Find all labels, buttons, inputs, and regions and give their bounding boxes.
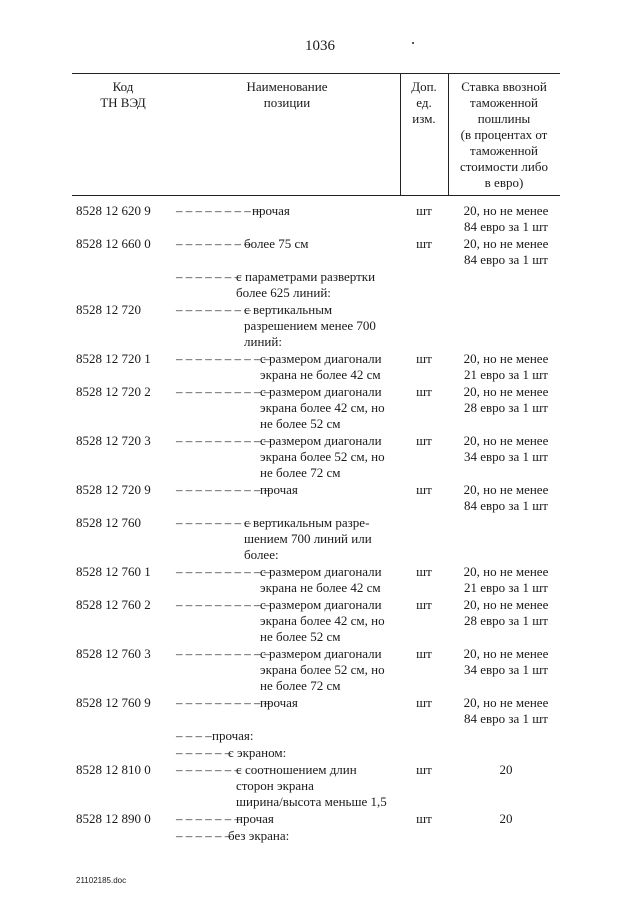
- table-row: [72, 828, 560, 844]
- hierarchy-dashes: – – – – – – – – – –: [176, 351, 271, 366]
- row-rate: 20, но не менее 21 евро за 1 шт: [463, 351, 549, 382]
- hierarchy-dashes: – – – – – – – – – –: [176, 482, 271, 497]
- table-row: [72, 564, 560, 596]
- header-code: Код ТН ВЭД: [100, 79, 146, 110]
- row-code: 8528 12 720 2: [76, 384, 151, 399]
- row-rate: 20, но не менее 84 евро за 1 шт: [463, 236, 549, 267]
- hierarchy-dashes: – – – – – – – – – –: [176, 564, 271, 579]
- row-description: с размером диагонали экрана более 52 см, но не более 72 см: [260, 433, 385, 480]
- row-description: без экрана:: [228, 828, 290, 843]
- row-description: прочая: [236, 811, 274, 826]
- row-rate: 20, но не менее 21 евро за 1 шт: [463, 564, 549, 595]
- row-description: с параметрами развертки более 625 линий:: [236, 269, 376, 300]
- row-description: прочая:: [212, 728, 254, 743]
- row-rate: 20, но не менее 28 евро за 1 шт: [463, 597, 549, 628]
- row-rate: 20, но не менее 34 евро за 1 шт: [463, 433, 549, 464]
- table-row: [72, 515, 560, 563]
- row-description: с размером диагонали экрана более 42 см, но не более 52 см: [260, 384, 385, 431]
- row-description: прочая: [252, 203, 290, 218]
- table-row: [72, 646, 560, 694]
- row-code: 8528 12 720: [76, 302, 141, 317]
- header-unit: Доп. ед. изм.: [411, 79, 437, 126]
- row-code: 8528 12 760 3: [76, 646, 151, 661]
- hierarchy-dashes: – – – – – – – – – –: [176, 433, 271, 448]
- table-body: [72, 196, 560, 845]
- row-rate: 20, но не менее 28 евро за 1 шт: [463, 384, 549, 415]
- stray-mark: [412, 42, 414, 44]
- table-row: [72, 762, 560, 810]
- hierarchy-dashes: – – – – – – – –: [176, 515, 251, 530]
- table-row: [72, 269, 560, 301]
- row-description: с размером диагонали экрана более 52 см, но не более 72 см: [260, 646, 385, 693]
- row-rate: 20: [499, 762, 513, 777]
- table-row: [72, 811, 560, 827]
- row-description: с размером диагонали экрана не более 42 см: [260, 351, 382, 382]
- row-code: 8528 12 810 0: [76, 762, 151, 777]
- hierarchy-dashes: – – – – – – – –: [176, 236, 251, 251]
- page-number: 1036: [305, 38, 335, 54]
- row-rate: 20, но не менее 84 евро за 1 шт: [463, 203, 549, 234]
- hierarchy-dashes: – – – – – – –: [176, 762, 241, 777]
- row-unit: шт: [416, 762, 432, 777]
- row-code: 8528 12 760 9: [76, 695, 151, 710]
- hierarchy-dashes: – – – – – – – –: [176, 302, 251, 317]
- table-row: [72, 302, 560, 350]
- row-code: 8528 12 660 0: [76, 236, 151, 251]
- header-name: Наименование позиции: [246, 79, 328, 110]
- row-rate: 20, но не менее 84 евро за 1 шт: [463, 482, 549, 513]
- row-unit: шт: [416, 236, 432, 251]
- row-description: с размером диагонали экрана не более 42 см: [260, 564, 382, 595]
- row-unit: шт: [416, 564, 432, 579]
- row-description: с вертикальным разрешением менее 700 линий:: [244, 302, 376, 349]
- row-unit: шт: [416, 351, 432, 366]
- row-code: 8528 12 760 1: [76, 564, 151, 579]
- row-rate: 20: [499, 811, 513, 826]
- row-code: 8528 12 720 9: [76, 482, 151, 497]
- row-unit: шт: [416, 597, 432, 612]
- hierarchy-dashes: – – – – – – –: [176, 269, 241, 284]
- row-unit: шт: [416, 433, 432, 448]
- row-description: прочая: [260, 695, 298, 710]
- table-row: [72, 728, 560, 744]
- hierarchy-dashes: – – – – – – – – – –: [176, 384, 271, 399]
- tariff-table: [72, 73, 560, 845]
- table-row: [72, 236, 560, 268]
- row-description: с соотношением длин сторон экрана ширина/высота меньше 1,5: [236, 762, 387, 809]
- row-rate: 20, но не менее 84 евро за 1 шт: [463, 695, 549, 726]
- table-row: [72, 745, 560, 761]
- row-code: 8528 12 720 3: [76, 433, 151, 448]
- hierarchy-dashes: – – – – – – –: [176, 811, 241, 826]
- table-row: [72, 482, 560, 514]
- row-unit: шт: [416, 646, 432, 661]
- table-row: [72, 203, 560, 235]
- hierarchy-dashes: – – – – – – – – – –: [176, 695, 271, 710]
- row-code: 8528 12 760 2: [76, 597, 151, 612]
- row-code: 8528 12 890 0: [76, 811, 151, 826]
- row-code: 8528 12 720 1: [76, 351, 151, 366]
- table-row: [72, 384, 560, 432]
- column-divider: [400, 74, 401, 195]
- hierarchy-dashes: – – – –: [176, 728, 212, 743]
- row-code: 8528 12 760: [76, 515, 141, 530]
- table-row: [72, 433, 560, 481]
- document-filename: 21102185.doc: [76, 876, 127, 885]
- hierarchy-dashes: – – – – – – – – – –: [176, 597, 271, 612]
- row-description: более 75 см: [244, 236, 309, 251]
- row-unit: шт: [416, 695, 432, 710]
- hierarchy-dashes: – – – – – –: [176, 745, 232, 760]
- column-divider: [448, 74, 449, 195]
- row-unit: шт: [416, 811, 432, 826]
- row-code: 8528 12 620 9: [76, 203, 151, 218]
- row-unit: шт: [416, 203, 432, 218]
- hierarchy-dashes: – – – – – – – – –: [176, 203, 261, 218]
- table-row: [72, 695, 560, 727]
- row-description: прочая: [260, 482, 298, 497]
- row-description: с размером диагонали экрана более 42 см, но не более 52 см: [260, 597, 385, 644]
- row-description: с экраном:: [228, 745, 287, 760]
- header-rate: Ставка ввозной таможенной пошлины (в процентах от таможенной стоимости либо в евро): [459, 79, 548, 190]
- table-header: [72, 73, 560, 196]
- row-unit: шт: [416, 482, 432, 497]
- row-description: с вертикальным разре- шением 700 линий или более:: [244, 515, 372, 562]
- hierarchy-dashes: – – – – – –: [176, 828, 232, 843]
- hierarchy-dashes: – – – – – – – – – –: [176, 646, 271, 661]
- table-row: [72, 597, 560, 645]
- row-unit: шт: [416, 384, 432, 399]
- row-rate: 20, но не менее 34 евро за 1 шт: [463, 646, 549, 677]
- table-row: [72, 351, 560, 383]
